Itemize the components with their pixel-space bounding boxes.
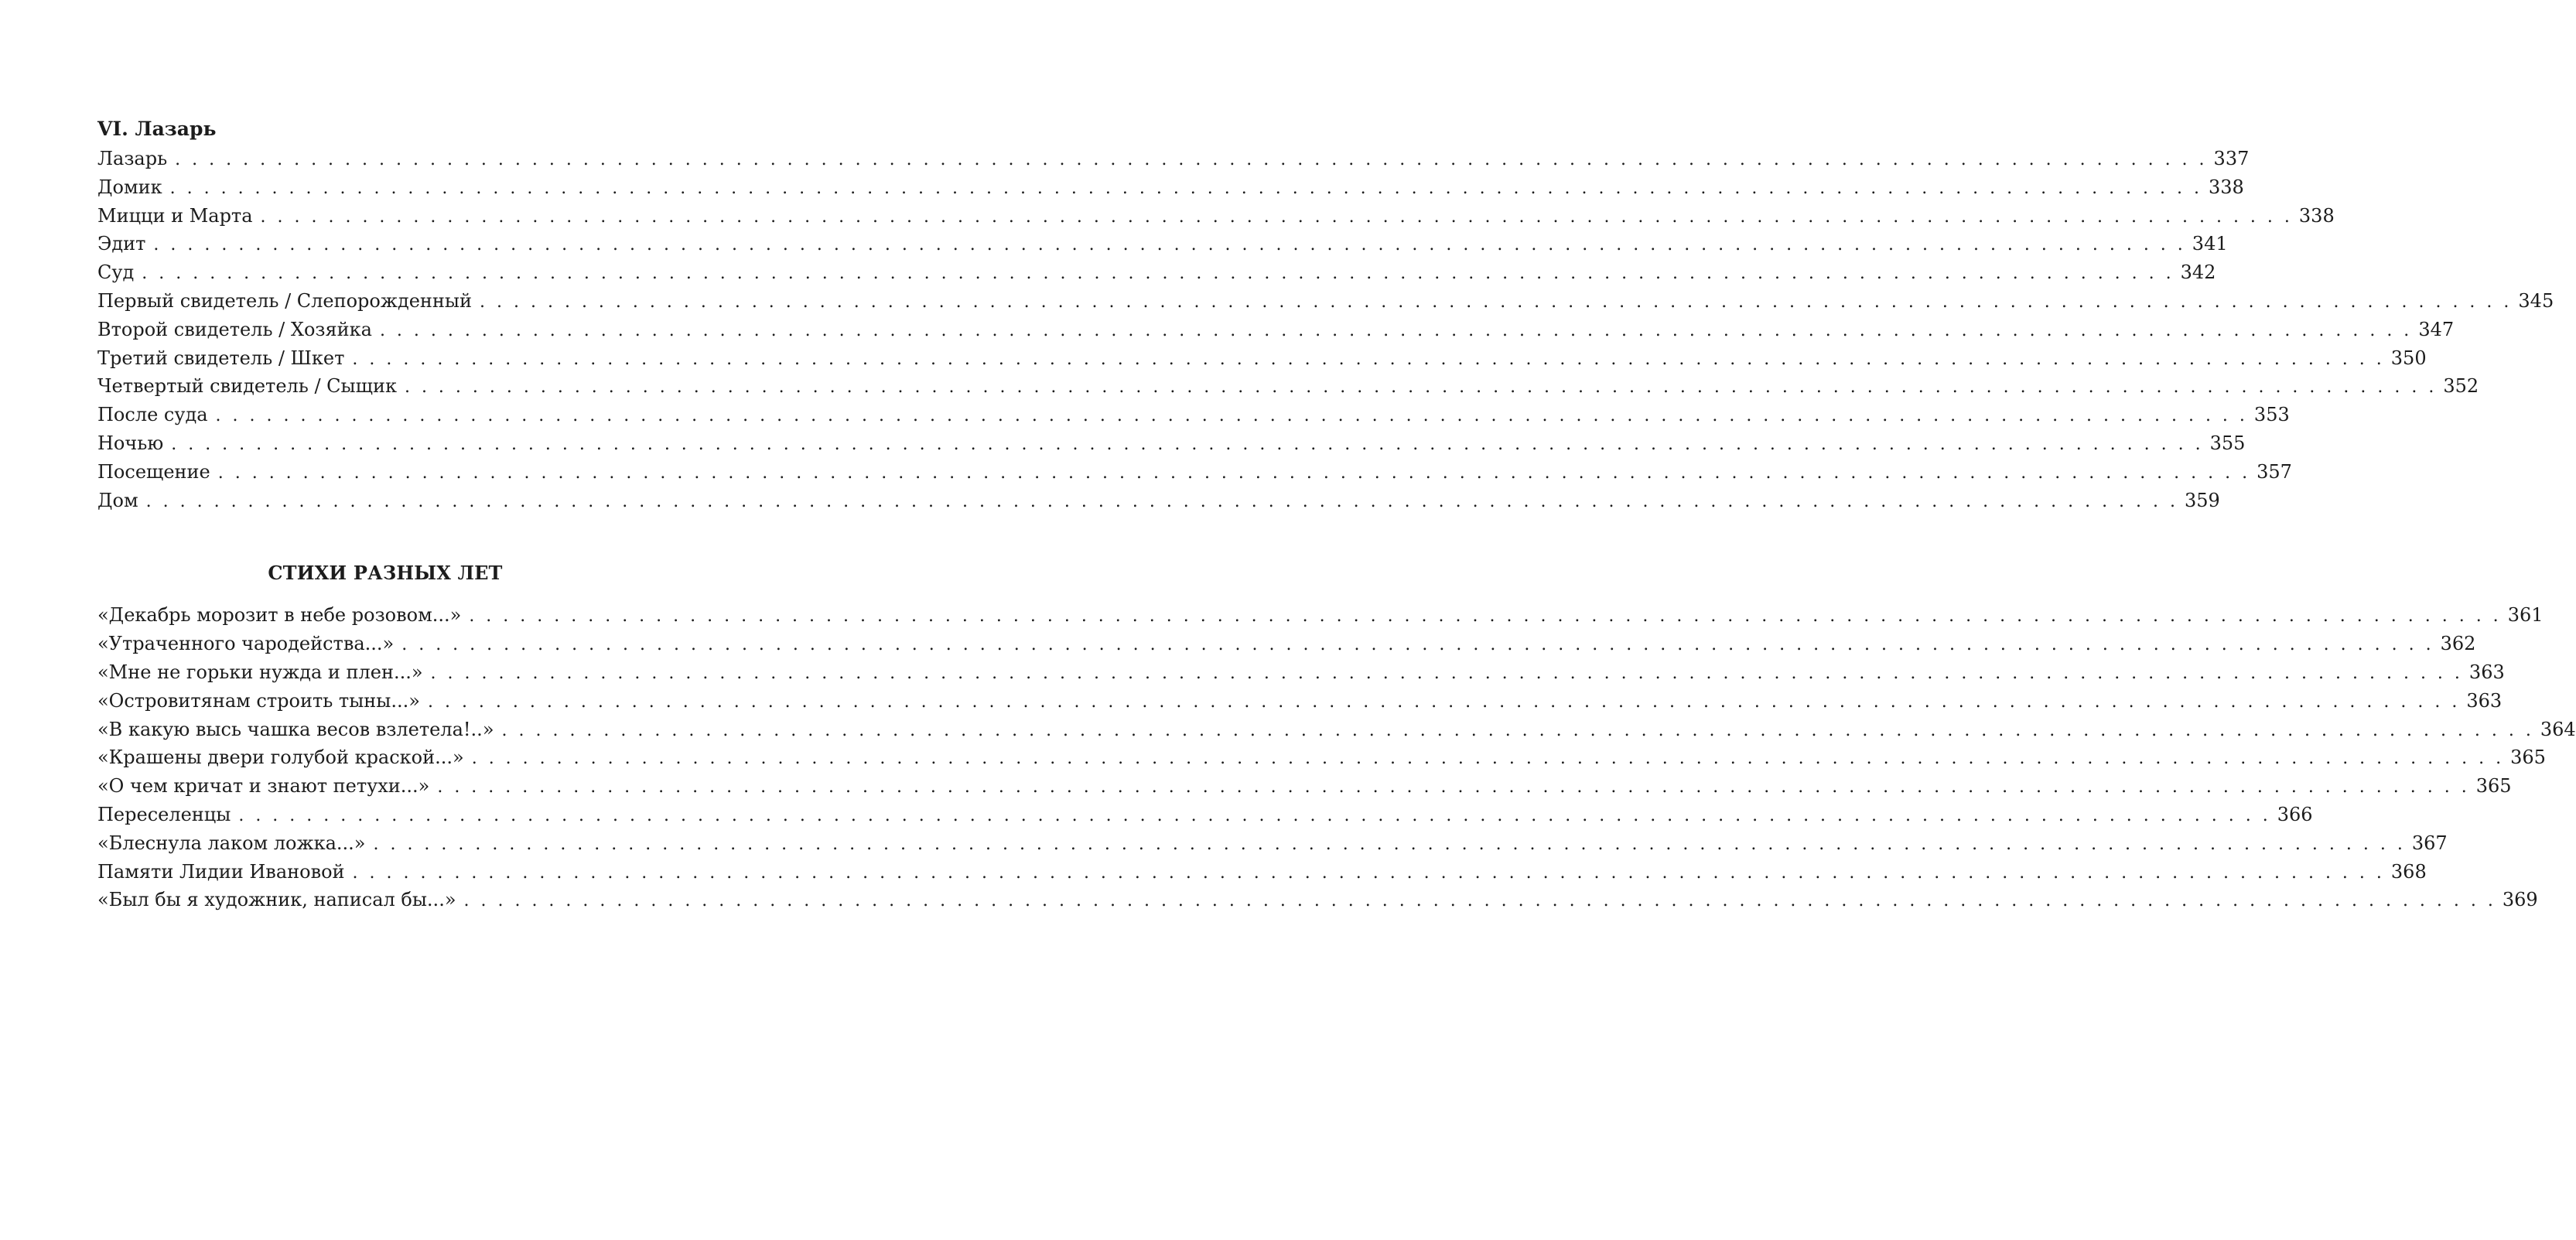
toc-entry-page: 342 (2180, 261, 2216, 284)
toc-leader-dots: . . . . . . . . . . . . . . . . . . . . . . . . . . . . . . . . . . . . . . . . . . . . . . . . . . . . . . . . . . . . . . . . . . . . . . . . . . . . . . . . . . . . . . . . . . . . . . . . . . . . . . . . . . . . . . . . . . . . . . . . (480, 292, 2513, 312)
toc-leader-dots: . . . . . . . . . . . . . . . . . . . . . . . . . . . . . . . . . . . . . . . . . . . . . . . . . . . . . . . . . . . . . . . . . . . . . . . . . . . . . . . . . . . . . . . . . . . . . . . . . . . . . . . . . . . . . . . . . . . . . . . . (379, 320, 2413, 340)
toc-leader-dots: . . . . . . . . . . . . . . . . . . . . . . . . . . . . . . . . . . . . . . . . . . . . . . . . . . . . . . . . . . . . . . . . . . . . . . . . . . . . . . . . . . . . . . . . . . . . . . . . . . . . . . . . . . . . . . . . . . . . . . . . (501, 720, 2534, 740)
toc-leader-dots: . . . . . . . . . . . . . . . . . . . . . . . . . . . . . . . . . . . . . . . . . . . . . . . . . . . . . . . . . . . . . . . . . . . . . . . . . . . . . . . . . . . . . . . . . . . . . . . . . . . . . . . . . . . . . . . . . . . . . . . . (175, 150, 2208, 169)
toc-leader-dots: . . . . . . . . . . . . . . . . . . . . . . . . . . . . . . . . . . . . . . . . . . . . . . . . . . . . . . . . . . . . . . . . . . . . . . . . . . . . . . . . . . . . . . . . . . . . . . . . . . . . . . . . . . . . . . . . . . . . . . . . (437, 777, 2470, 798)
toc-entry-page: 338 (2209, 176, 2244, 198)
toc-entry-page: 338 (2298, 204, 2335, 227)
toc-entry-title: Ночью (97, 432, 164, 454)
toc-entry-page: 365 (2475, 775, 2512, 798)
toc-entry (97, 344, 2427, 373)
toc-entry (97, 801, 2313, 829)
toc-entry-title: Переселенцы (97, 803, 231, 825)
toc-entry-title: Четвертый свидетель / Сыщик (97, 375, 397, 398)
toc-entry-page: 353 (2253, 404, 2290, 426)
toc-entry-page: 355 (2209, 432, 2246, 454)
toc-leader-dots: . . . . . . . . . . . . . . . . . . . . . . . . . . . . . . . . . . . . . . . . . . . . . . . . . . . . . . . . . . . . . . . . . . . . . . . . . . . . . . . . . . . . . . . . . . . . . . . . . . . . . . . . . . . . . . . . . . . . . . . . (217, 463, 2251, 483)
toc-entry (97, 401, 2290, 429)
toc-entry (97, 658, 2505, 687)
toc-entry (97, 230, 2228, 258)
toc-entry (97, 886, 2538, 914)
toc-entry-title: «Декабрь морозит в небе розовом...» (97, 604, 462, 627)
toc-entry-page: 345 (2518, 289, 2554, 312)
toc-leader-dots: . . . . . . . . . . . . . . . . . . . . . . . . . . . . . . . . . . . . . . . . . . . . . . . . . . . . . . . . . . . . . . . . . . . . . . . . . . . . . . . . . . . . . . . . . . . . . . . . . . . . . . . . . . . . . . . . . . . . . . . . (401, 635, 2434, 655)
toc-entry (97, 687, 2503, 716)
toc-entry-page: 337 (2213, 148, 2250, 169)
toc-entry-title: Мицци и Марта (97, 204, 253, 227)
toc-entry-title: Посещение (97, 460, 210, 483)
toc-entry-title: Суд (97, 261, 135, 284)
toc-entry (97, 630, 2476, 658)
toc-entry (97, 743, 2546, 772)
toc-entry-title: «Крашены двери голубой краской...» (97, 746, 464, 769)
toc-entry-page: 352 (2443, 375, 2479, 398)
toc-leader-dots: . . . . . . . . . . . . . . . . . . . . . . . . . . . . . . . . . . . . . . . . . . . . . . . . . . . . . . . . . . . . . . . . . . . . . . . . . . . . . . . . . . . . . . . . . . . . . . . . . . . . . . . . . . . . . . . . . . . . . . . . (352, 349, 2385, 369)
toc-entry-title: Домик (97, 176, 162, 198)
toc-entry (97, 429, 2246, 458)
toc-entry (97, 458, 2292, 487)
toc-entry-page: 359 (2185, 489, 2220, 511)
toc-entry-page: 364 (2540, 718, 2576, 740)
toc-entry (97, 145, 2250, 173)
toc-leader-dots: . . . . . . . . . . . . . . . . . . . . . . . . . . . . . . . . . . . . . . . . . . . . . . . . . . . . . . . . . . . . . . . . . . . . . . . . . . . . . . . . . . . . . . . . . . . . . . . . . . . . . . . . . . . . . . . . . . . . . . . . (430, 663, 2463, 683)
toc-entry-page: 367 (2411, 832, 2448, 854)
toc-entry-page: 363 (2466, 689, 2503, 712)
toc-page (97, 116, 2576, 914)
toc-leader-dots: . . . . . . . . . . . . . . . . . . . . . . . . . . . . . . . . . . . . . . . . . . . . . . . . . . . . . . . . . . . . . . . . . . . . . . . . . . . . . . . . . . . . . . . . . . . . . . . . . . . . . . . . . . . . . . . . . . . . . . . . (373, 834, 2406, 854)
toc-list-poems (97, 601, 2576, 914)
toc-leader-dots: . . . . . . . . . . . . . . . . . . . . . . . . . . . . . . . . . . . . . . . . . . . . . . . . . . . . . . . . . . . . . . . . . . . . . . . . . . . . . . . . . . . . . . . . . . . . . . . . . . . . . . . . . . . . . . . . . . . . . . . . (169, 178, 2202, 198)
toc-leader-dots: . . . . . . . . . . . . . . . . . . . . . . . . . . . . . . . . . . . . . . . . . . . . . . . . . . . . . . . . . . . . . . . . . . . . . . . . . . . . . . . . . . . . . . . . . . . . . . . . . . . . . . . . . . . . . . . . . . . . . . . . (352, 863, 2385, 883)
toc-entry-title: «Блеснула лаком ложка...» (97, 832, 366, 854)
toc-leader-dots: . . . . . . . . . . . . . . . . . . . . . . . . . . . . . . . . . . . . . . . . . . . . . . . . . . . . . . . . . . . . . . . . . . . . . . . . . . . . . . . . . . . . . . . . . . . . . . . . . . . . . . . . . . . . . . . . . . . . . . . . (215, 406, 2248, 426)
toc-entry (97, 858, 2427, 886)
toc-leader-dots: . . . . . . . . . . . . . . . . . . . . . . . . . . . . . . . . . . . . . . . . . . . . . . . . . . . . . . . . . . . . . . . . . . . . . . . . . . . . . . . . . . . . . . . . . . . . . . . . . . . . . . . . . . . . . . . . . . . . . . . . (238, 805, 2271, 825)
toc-entry-title: «Был бы я художник, написал бы...» (97, 889, 456, 911)
toc-leader-dots: . . . . . . . . . . . . . . . . . . . . . . . . . . . . . . . . . . . . . . . . . . . . . . . . . . . . . . . . . . . . . . . . . . . . . . . . . . . . . . . . . . . . . . . . . . . . . . . . . . . . . . . . . . . . . . . . . . . . . . . . (471, 749, 2505, 769)
toc-entry-title: Первый свидетель / Слепорожденный (97, 289, 473, 312)
toc-entry (97, 372, 2479, 401)
toc-entry-title: После суда (97, 404, 208, 426)
toc-entry (97, 487, 2220, 515)
toc-leader-dots: . . . . . . . . . . . . . . . . . . . . . . . . . . . . . . . . . . . . . . . . . . . . . . . . . . . . . . . . . . . . . . . . . . . . . . . . . . . . . . . . . . . . . . . . . . . . . . . . . . . . . . . . . . . . . . . . . . . . . . . . (171, 434, 2204, 454)
toc-entry-title: Памяти Лидии Ивановой (97, 860, 345, 883)
toc-entry-page: 369 (2502, 889, 2538, 911)
toc-entry (97, 316, 2455, 344)
toc-entry-page: 363 (2468, 661, 2505, 683)
toc-entry-page: 365 (2510, 746, 2546, 769)
toc-entry-page: 341 (2192, 233, 2228, 255)
toc-leader-dots: . . . . . . . . . . . . . . . . . . . . . . . . . . . . . . . . . . . . . . . . . . . . . . . . . . . . . . . . . . . . . . . . . . . . . . . . . . . . . . . . . . . . . . . . . . . . . . . . . . . . . . . . . . . . . . . . . . . . . . . . (404, 377, 2438, 398)
toc-entry-title: Дом (97, 489, 138, 511)
toc-leader-dots: . . . . . . . . . . . . . . . . . . . . . . . . . . . . . . . . . . . . . . . . . . . . . . . . . . . . . . . . . . . . . . . . . . . . . . . . . . . . . . . . . . . . . . . . . . . . . . . . . . . . . . . . . . . . . . . . . . . . . . . . (260, 207, 2293, 227)
toc-leader-dots: . . . . . . . . . . . . . . . . . . . . . . . . . . . . . . . . . . . . . . . . . . . . . . . . . . . . . . . . . . . . . . . . . . . . . . . . . . . . . . . . . . . . . . . . . . . . . . . . . . . . . . . . . . . . . . . . . . . . . . . . (463, 891, 2496, 911)
toc-entry-title: Эдит (97, 233, 146, 255)
toc-leader-dots: . . . . . . . . . . . . . . . . . . . . . . . . . . . . . . . . . . . . . . . . . . . . . . . . . . . . . . . . . . . . . . . . . . . . . . . . . . . . . . . . . . . . . . . . . . . . . . . . . . . . . . . . . . . . . . . . . . . . . . . . (145, 491, 2179, 511)
section-title-poems: СТИХИ РАЗНЫХ ЛЕТ (268, 562, 503, 585)
toc-entry (97, 601, 2544, 630)
toc-entry (97, 258, 2216, 287)
toc-entry (97, 287, 2554, 316)
toc-entry-title: Второй свидетель / Хозяйка (97, 318, 372, 340)
toc-entry-title: «Островитянам строить тыны...» (97, 689, 420, 712)
toc-entry-title: Третий свидетель / Шкет (97, 347, 345, 369)
toc-entry (97, 829, 2448, 858)
toc-entry-page: 350 (2390, 347, 2427, 369)
toc-entry-title: «О чем кричат и знают петухи...» (97, 775, 430, 798)
toc-entry (97, 202, 2335, 231)
toc-entry-page: 361 (2507, 604, 2544, 627)
toc-entry-page: 357 (2257, 460, 2292, 483)
toc-entry-title: Лазарь (97, 148, 168, 169)
toc-entry-page: 347 (2418, 318, 2455, 340)
toc-list-lazar (97, 145, 2554, 514)
toc-entry-title: «В какую высь чашка весов взлетела!..» (97, 718, 494, 740)
section-title-lazar: VI. Лазарь (97, 118, 217, 140)
toc-leader-dots: . . . . . . . . . . . . . . . . . . . . . . . . . . . . . . . . . . . . . . . . . . . . . . . . . . . . . . . . . . . . . . . . . . . . . . . . . . . . . . . . . . . . . . . . . . . . . . . . . . . . . . . . . . . . . . . . . . . . . . . . (469, 606, 2502, 627)
toc-entry (97, 772, 2512, 801)
toc-entry-title: «Мне не горьки нужда и плен...» (97, 661, 423, 683)
toc-entry (97, 716, 2576, 744)
toc-entry-title: «Утраченного чародейства...» (97, 633, 395, 655)
toc-leader-dots: . . . . . . . . . . . . . . . . . . . . . . . . . . . . . . . . . . . . . . . . . . . . . . . . . . . . . . . . . . . . . . . . . . . . . . . . . . . . . . . . . . . . . . . . . . . . . . . . . . . . . . . . . . . . . . . . . . . . . . . . (142, 264, 2175, 284)
toc-entry-page: 362 (2440, 633, 2476, 655)
toc-entry-page: 366 (2277, 803, 2313, 825)
toc-leader-dots: . . . . . . . . . . . . . . . . . . . . . . . . . . . . . . . . . . . . . . . . . . . . . . . . . . . . . . . . . . . . . . . . . . . . . . . . . . . . . . . . . . . . . . . . . . . . . . . . . . . . . . . . . . . . . . . . . . . . . . . . (427, 692, 2461, 712)
toc-leader-dots: . . . . . . . . . . . . . . . . . . . . . . . . . . . . . . . . . . . . . . . . . . . . . . . . . . . . . . . . . . . . . . . . . . . . . . . . . . . . . . . . . . . . . . . . . . . . . . . . . . . . . . . . . . . . . . . . . . . . . . . . (153, 235, 2186, 255)
toc-entry (97, 173, 2244, 202)
toc-entry-page: 368 (2390, 860, 2427, 883)
